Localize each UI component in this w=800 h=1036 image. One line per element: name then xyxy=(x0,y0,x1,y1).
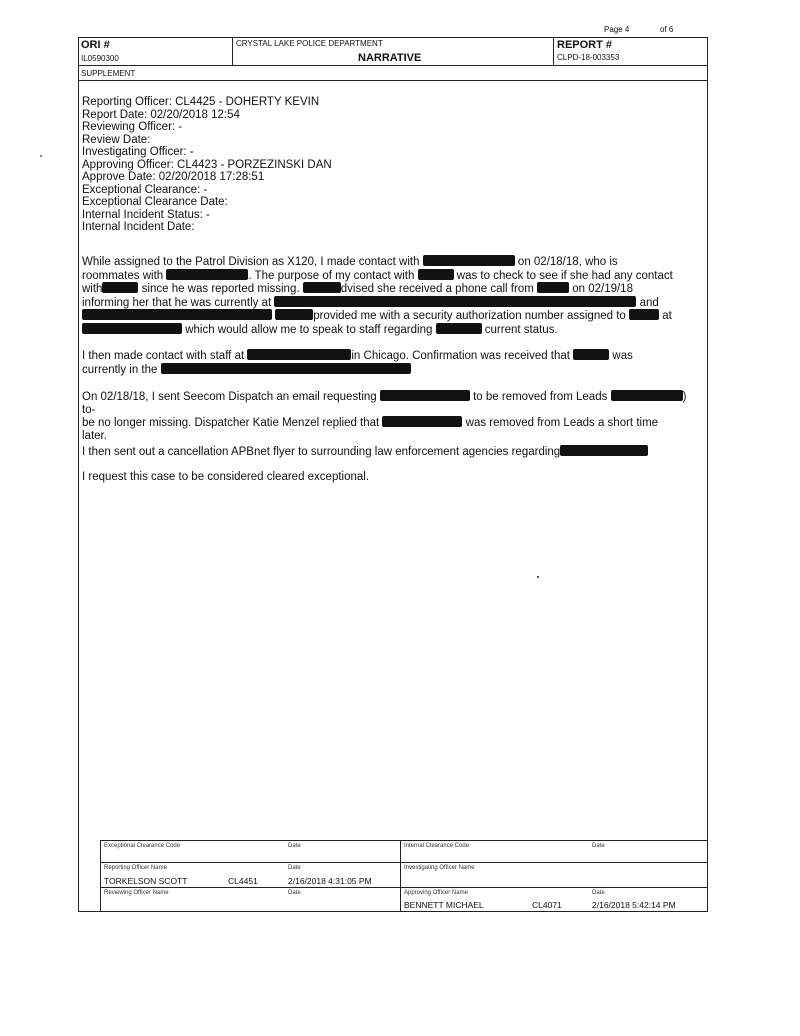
ori-label: ORI # xyxy=(81,39,110,51)
narrative-text: current status. xyxy=(484,323,558,336)
field-reporting-officer: Reporting Officer: CL4425 - DOHERTY KEVIN xyxy=(82,96,320,108)
narrative-text: which would allow me to speak to staff regarding xyxy=(185,323,433,336)
redaction xyxy=(303,282,341,293)
narrative-text: dvised she received a phone call from xyxy=(340,283,534,295)
reviewing-officer-label: Reviewing Officer Name xyxy=(104,890,169,896)
narrative-paragraph-1 xyxy=(82,255,702,336)
reporting-officer-id: CL4451 xyxy=(228,876,258,886)
narrative-text: currently in the xyxy=(82,363,158,376)
section-divider xyxy=(78,80,708,81)
narrative-text: ) to- xyxy=(82,391,687,416)
exc-clearance-code-label: Exceptional Clearance Code xyxy=(104,843,181,849)
exc-clearance-date-label: Date xyxy=(288,843,301,849)
redaction xyxy=(418,269,454,280)
field-reviewing-officer: Reviewing Officer: - xyxy=(82,121,183,133)
narrative-text: . The purpose of my contact with xyxy=(248,269,415,282)
narrative-text: roommates with xyxy=(82,269,164,282)
redaction xyxy=(82,323,182,334)
redaction xyxy=(247,349,351,360)
narrative-paragraph-4 xyxy=(82,445,702,459)
field-exceptional-clearance-date: Exceptional Clearance Date: xyxy=(82,196,228,208)
narrative-text: since he was reported missing. xyxy=(141,283,300,295)
narrative-text: I then sent out a cancellation APBnet flyer to surrounding law enforcement agencies regarding xyxy=(82,446,561,458)
page-total: of 6 xyxy=(660,25,674,34)
narrative-text: later. xyxy=(82,429,107,442)
narrative-text: On 02/18/18, I sent Seecom Dispatch an email requesting xyxy=(82,391,377,403)
field-review-date: Review Date: xyxy=(82,133,151,146)
narrative-text: at xyxy=(662,310,672,322)
scan-speck xyxy=(40,155,42,157)
redaction xyxy=(573,349,609,360)
reporting-date: 2/16/2018 4:31:05 PM xyxy=(288,876,372,886)
redaction xyxy=(380,390,470,401)
field-approving-officer: Approving Officer: CL4423 - PORZEZINSKI DAN xyxy=(82,158,332,171)
narrative-text: provided me with a security authorization number assigned to xyxy=(313,310,626,322)
internal-clearance-date-label: Date xyxy=(592,843,605,849)
reporting-date-label: Date xyxy=(288,865,301,871)
footer-top-line xyxy=(100,840,708,841)
narrative-text: I then made contact with staff at xyxy=(82,350,245,362)
internal-clearance-code-label: Internal Clearance Code xyxy=(404,843,470,849)
field-investigating-officer: Investigating Officer: - xyxy=(82,146,194,158)
report-label: REPORT # xyxy=(557,39,613,51)
department-name: CRYSTAL LAKE POLICE DEPARTMENT xyxy=(236,39,383,48)
field-exceptional-clearance: Exceptional Clearance: - xyxy=(82,183,208,196)
narrative-text: on 02/19/18 xyxy=(572,283,633,295)
redaction xyxy=(161,363,411,374)
footer-left-line xyxy=(100,840,101,912)
narrative-text: to be removed from Leads xyxy=(473,391,608,403)
redaction xyxy=(382,416,462,427)
narrative-text: was xyxy=(612,350,633,362)
footer-row-line-1 xyxy=(100,862,708,863)
approving-officer-name: BENNETT MICHAEL xyxy=(404,900,484,910)
approving-date-label: Date xyxy=(592,890,605,896)
narrative-text: on 02/18/18, who is xyxy=(517,256,618,268)
narrative-paragraph-5 xyxy=(82,471,702,484)
page-number: Page 4 xyxy=(604,25,630,34)
narrative-paragraph-2 xyxy=(82,349,702,376)
redaction xyxy=(611,390,683,401)
field-approve-date: Approve Date: 02/20/2018 17:28:51 xyxy=(82,171,265,183)
reporting-officer-label: Reporting Officer Name xyxy=(104,865,167,871)
redaction xyxy=(537,282,569,293)
narrative-text: was to check to see if she had any contact xyxy=(456,269,673,282)
redaction xyxy=(82,309,272,320)
narrative-text: be no longer missing. Dispatcher Katie Menzel replied that xyxy=(82,417,380,429)
field-report-date: Report Date: 02/20/2018 12:54 xyxy=(82,108,240,121)
redaction xyxy=(629,309,659,320)
narrative-text: was removed from Leads a short time xyxy=(465,417,659,429)
footer-col-line xyxy=(400,840,401,912)
narrative-text: I request this case to be considered cleared exceptional. xyxy=(82,471,370,483)
redaction xyxy=(274,296,636,307)
redaction xyxy=(423,255,515,266)
report-number: CLPD-18-003353 xyxy=(557,53,620,62)
header-divider xyxy=(78,65,708,66)
header-col-divider-2 xyxy=(553,37,554,65)
header-col-divider-1 xyxy=(232,37,233,65)
narrative-text: and xyxy=(639,296,659,309)
metadata-fields xyxy=(82,96,482,234)
redaction xyxy=(275,309,313,320)
field-internal-date: Internal Incident Date: xyxy=(82,221,195,233)
investigating-officer-label: Investigating Officer Name xyxy=(404,865,475,871)
footer-row-line-2 xyxy=(100,887,708,888)
narrative-text: with xyxy=(82,283,103,295)
approving-officer-id: CL4071 xyxy=(532,900,562,910)
ori-value: IL0590300 xyxy=(81,54,119,63)
redaction xyxy=(102,282,138,293)
section-label: SUPPLEMENT xyxy=(81,69,136,78)
redaction xyxy=(436,323,482,334)
narrative-text: While assigned to the Patrol Division as X120, I made contact with xyxy=(82,256,420,268)
narrative-paragraph-3 xyxy=(82,390,702,442)
approving-officer-label: Approving Officer Name xyxy=(404,890,468,896)
reporting-officer-name: TORKELSON SCOTT xyxy=(104,876,188,886)
scan-speck xyxy=(537,576,539,578)
redaction xyxy=(166,269,248,280)
redaction xyxy=(560,445,648,456)
form-title: NARRATIVE xyxy=(358,52,422,64)
reviewing-date-label: Date xyxy=(288,890,301,896)
approving-date: 2/16/2018 5:42:14 PM xyxy=(592,900,676,910)
field-internal-status: Internal Incident Status: - xyxy=(82,208,210,221)
narrative-text: in Chicago. Confirmation was received that xyxy=(351,350,570,362)
narrative-text: informing her that he was currently at xyxy=(82,296,272,309)
